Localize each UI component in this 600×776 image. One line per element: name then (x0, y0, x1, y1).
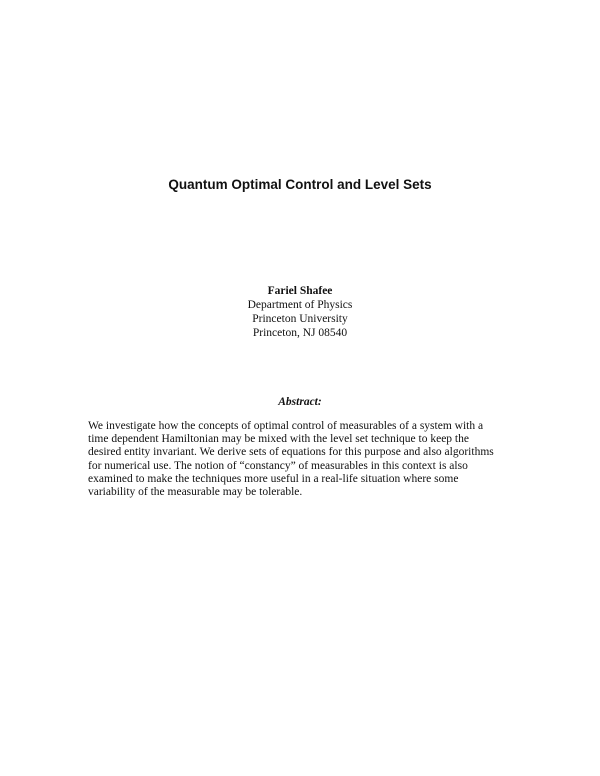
abstract-line: time dependent Hamiltonian may be mixed with the level set technique to keep the (88, 433, 469, 446)
abstract-line: desired entity invariant. We derive sets of equations for this purpose and also algorithms (88, 446, 494, 459)
affiliation-address: Princeton, NJ 08540 (252, 327, 348, 339)
abstract-line: We investigate how the concepts of optimal control of measurables of a system with a (88, 420, 484, 432)
affiliation-university: Princeton University (252, 313, 348, 325)
author-block (0, 284, 600, 340)
abstract-line: examined to make the techniques more useful in a real-life situation where some (88, 472, 459, 485)
abstract-heading: Abstract: (278, 396, 322, 408)
abstract-body (88, 420, 528, 499)
affiliation-department: Department of Physics (247, 299, 353, 311)
paper-title: Quantum Optimal Control and Level Sets (168, 177, 432, 192)
author-name: Fariel Shafee (267, 285, 333, 297)
abstract-line: for numerical use. The notion of “constancy” of measurables in this context is also (88, 459, 468, 472)
abstract-line: variability of the measurable may be tolerable. (88, 486, 303, 499)
